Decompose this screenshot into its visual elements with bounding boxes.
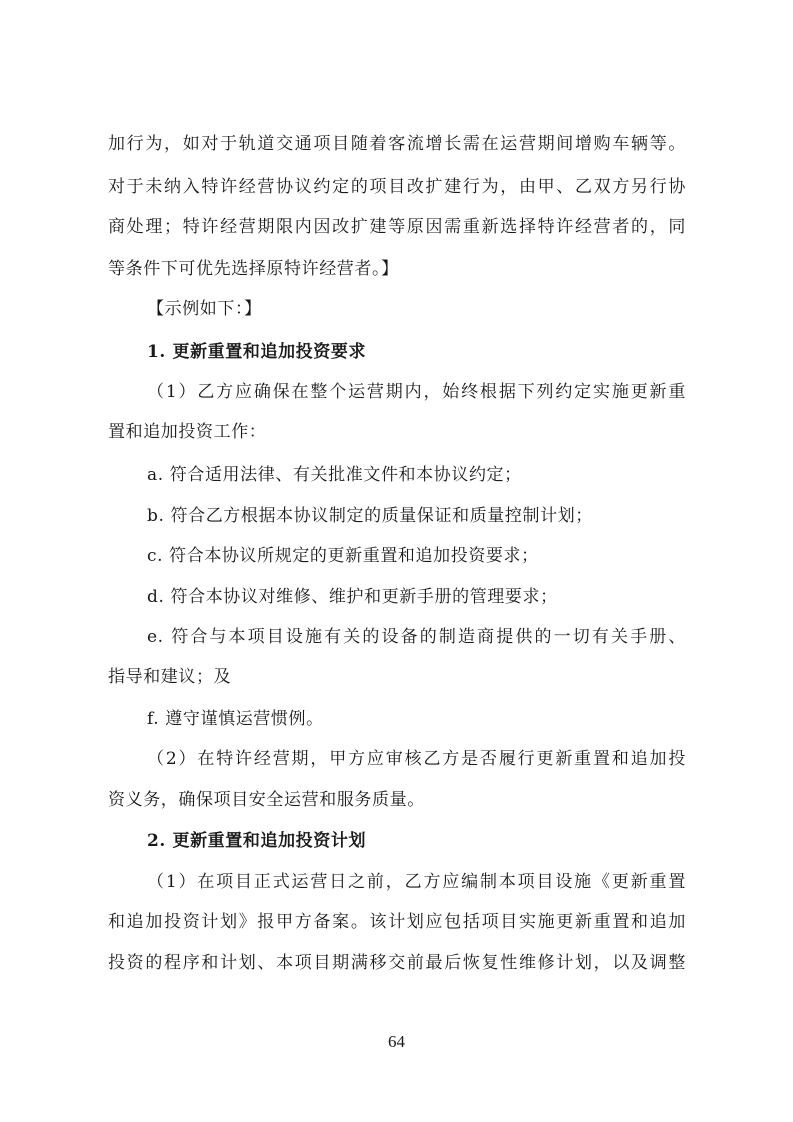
body-text-line: （2）在特许经营期，甲方应审核乙方是否履行更新重置和追加投 (147, 749, 686, 769)
body-text-line: 投资的程序和计划、本项目期满移交前最后恢复性维修计划，以及调整 (108, 953, 686, 973)
section-heading: 2. 更新重置和追加投资计划 (147, 831, 367, 851)
list-item: e. 符合与本项目设施有关的设备的制造商提供的一切有关手册、 (147, 627, 686, 647)
body-text-line: （1）在项目正式运营日之前，乙方应编制本项目设施《更新重置 (147, 872, 686, 892)
list-item: b. 符合乙方根据本协议制定的质量保证和质量控制计划； (147, 506, 593, 526)
body-text-line: 商处理；特许经营期限内因改扩建等原因需重新选择特许经营者的，同 (108, 217, 686, 237)
body-text-line: （1）乙方应确保在整个运营期内，始终根据下列约定实施更新重 (147, 382, 686, 402)
list-item: f. 遵守谨慎运营惯例。 (147, 709, 324, 729)
body-text-line: 资义务，确保项目安全运营和服务质量。 (108, 790, 425, 810)
body-text-line: 等条件下可优先选择原特许经营者。】 (108, 259, 399, 279)
example-marker: 【示例如下：】 (147, 299, 262, 319)
list-item: c. 符合本协议所规定的更新重置和追加投资要求； (147, 546, 539, 566)
body-text-line: 和追加投资计划》报甲方备案。该计划应包括项目实施更新重置和追加 (108, 912, 686, 932)
section-heading: 1. 更新重置和追加投资要求 (147, 342, 367, 362)
body-text-line: 指导和建议；及 (108, 667, 232, 687)
list-item: a. 符合适用法律、有关批准文件和本协议约定； (147, 465, 522, 485)
body-text-line: 加行为，如对于轨道交通项目随着客流增长需在运营期间增购车辆等。 (108, 134, 686, 154)
page-number: 64 (388, 1032, 405, 1051)
body-text-line: 置和追加投资工作： (108, 422, 267, 442)
list-item: d. 符合本协议对维修、维护和更新手册的管理要求； (147, 587, 558, 607)
body-text-line: 对于未纳入特许经营协议约定的项目改扩建行为，由甲、乙双方另行协 (108, 177, 686, 197)
